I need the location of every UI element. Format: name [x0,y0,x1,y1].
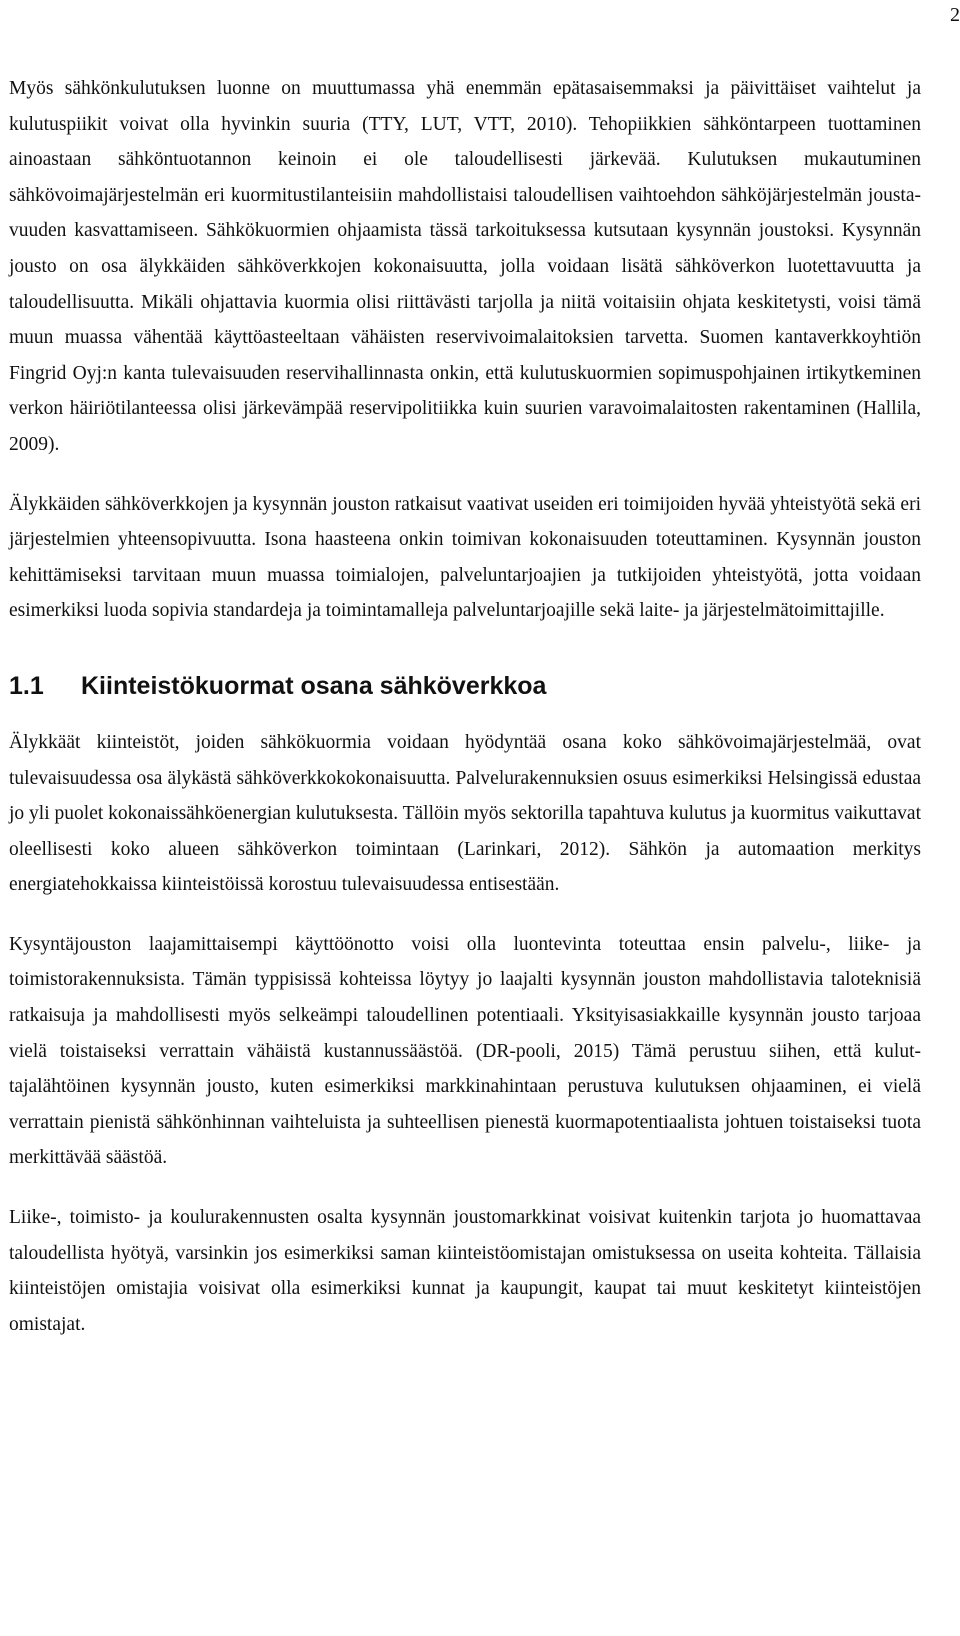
page-number: 2 [950,4,960,26]
section-heading [9,669,921,703]
paragraph-commercial-buildings: Liike-, toimisto- ja koulurakennusten osalta kysynnän joustomarkkinat voisivat kuitenkin tarjota jo huomattavaa taloudellista hyötyä, varsinkin jos esimerkiksi saman kiinteistöomistajan omistuksessa on useita kohteita. Tällaisia kiinteistöjen omistajia voisivat olla esimerkiksi kunnat ja kaupungit, kaupat tai muut keskitetyt kiinteistöjen omistajat. [9,1207,921,1335]
paragraph-electricity-consumption: Myös sähkönkulutuksen luonne on muuttumassa yhä enemmän epätasaisemmaksi ja päivittäiset vaihtelut ja kulutuspiikit voivat olla hyvinkin suuria (TTY, LUT, VTT, 2010). Tehopiikkien sähköntarpeen tuottaminen ainoastaan sähköntuotannon keinoin ei ole taloudellisesti järkevää. Kulutuksen mukautuminen sähkövoimajärjestelmän eri kuormitustilanteisiin mahdollistaisi taloudellisen vaihtoehdon sähköjärjestelmän joustavuuden kasvattamiseen. Sähkökuormien ohjaamista tässä tarkoituksessa kutsutaan kysynnän joustoksi. Kysynnän jousto on osa älykkäiden sähköverkkojen kokonaisuutta, jolla voidaan lisätä sähköverkon luotettavuutta ja taloudellisuutta. Mikäli ohjattavia kuormia olisi riittävästi tarjolla ja niitä voitaisiin ohjata keskitetysti, voisi tämä muun muassa vähentää käyttöasteeltaan vähäisten reservivoimalaitoksien tarvetta. Suomen kantaverkkoyhtiön Fingrid Oyj:n kanta tulevaisuuden reservihallinnasta onkin, että kulutuskuormien sopimuspohjainen irtikytkeminen verkon häiriötilanteessa olisi järkevämpää reservipolitiikka kuin suurien varavoimalaitosten rakentaminen (Hallila, 2009). [9,78,921,455]
paragraph-smart-buildings: Älykkäät kiinteistöt, joiden sähkökuormia voidaan hyödyntää osana koko sähkövoimajärjestelmää, ovat tulevaisuudessa osa älykästä sähköverkkokokonaisuutta. Palvelurakennuksien osuus esimerkiksi Helsingissä edustaa jo yli puolet kokonaissähköenergian kulutuksesta. Tällöin myös sektorilla tapahtuva kulutus ja kuormitus vaikuttavat oleellisesti koko alueen sähköverkon toimintaan (Larinkari, 2012). Sähkön ja automaation merkitys energiatehokkaissa kiinteistöissä korostuu tulevaisuudessa entisestään. [9,731,921,896]
paragraph-demand-response-rollout: Kysyntäjouston laajamittaisempi käyttöönotto voisi olla luontevinta toteuttaa ensin palvelu-, liike- ja toimistorakennuksista. Tämän typpisissä kohteissa löytyy jo laajalti kysynnän jouston mahdollistavia taloteknisiä ratkaisuja ja mahdollisesti myös selkeämpi taloudellinen potentiaali. Yksityisasiakkaille kysynnän jousto tarjoaa vielä toistaiseksi verrattain vähäistä kustannussäästöä. (DR-pooli, 2015) Tämä perustuu siihen, että kuluttajalähtöinen kysynnän jousto, kuten esimerkiksi markkinahintaan perustuva kulutuksen ohjaaminen, ei vielä verrattain pienistä sähkönhinnan vaihteluista ja suhteellisen pienestä kuormapotentiaalista johtuen toistaiseksi tuota merkittävää säästöä. [9,933,921,1169]
section-title: Kiinteistökuormat osana sähköverkkoa [81,671,547,700]
document-body [9,71,921,1366]
paragraph-smart-grid-cooperation: Älykkäiden sähköverkkojen ja kysynnän jouston ratkaisut vaativat useiden eri toimijoiden hyvää yhteistyötä sekä eri järjestelmien yhteensopivuutta. Isona haasteena onkin toimivan kokonaisuuden toteuttaminen. Kysynnän jouston kehittämiseksi tarvitaan muun muassa toimialojen, palveluntarjoajien ja tutkijoiden yhteistyötä, jotta voidaan esimerkiksi luoda sopivia standardeja ja toimintamalleja palveluntarjoajille sekä laite- ja järjestelmätoimittajille. [9,493,921,622]
section-number: 1.1 [9,671,44,700]
